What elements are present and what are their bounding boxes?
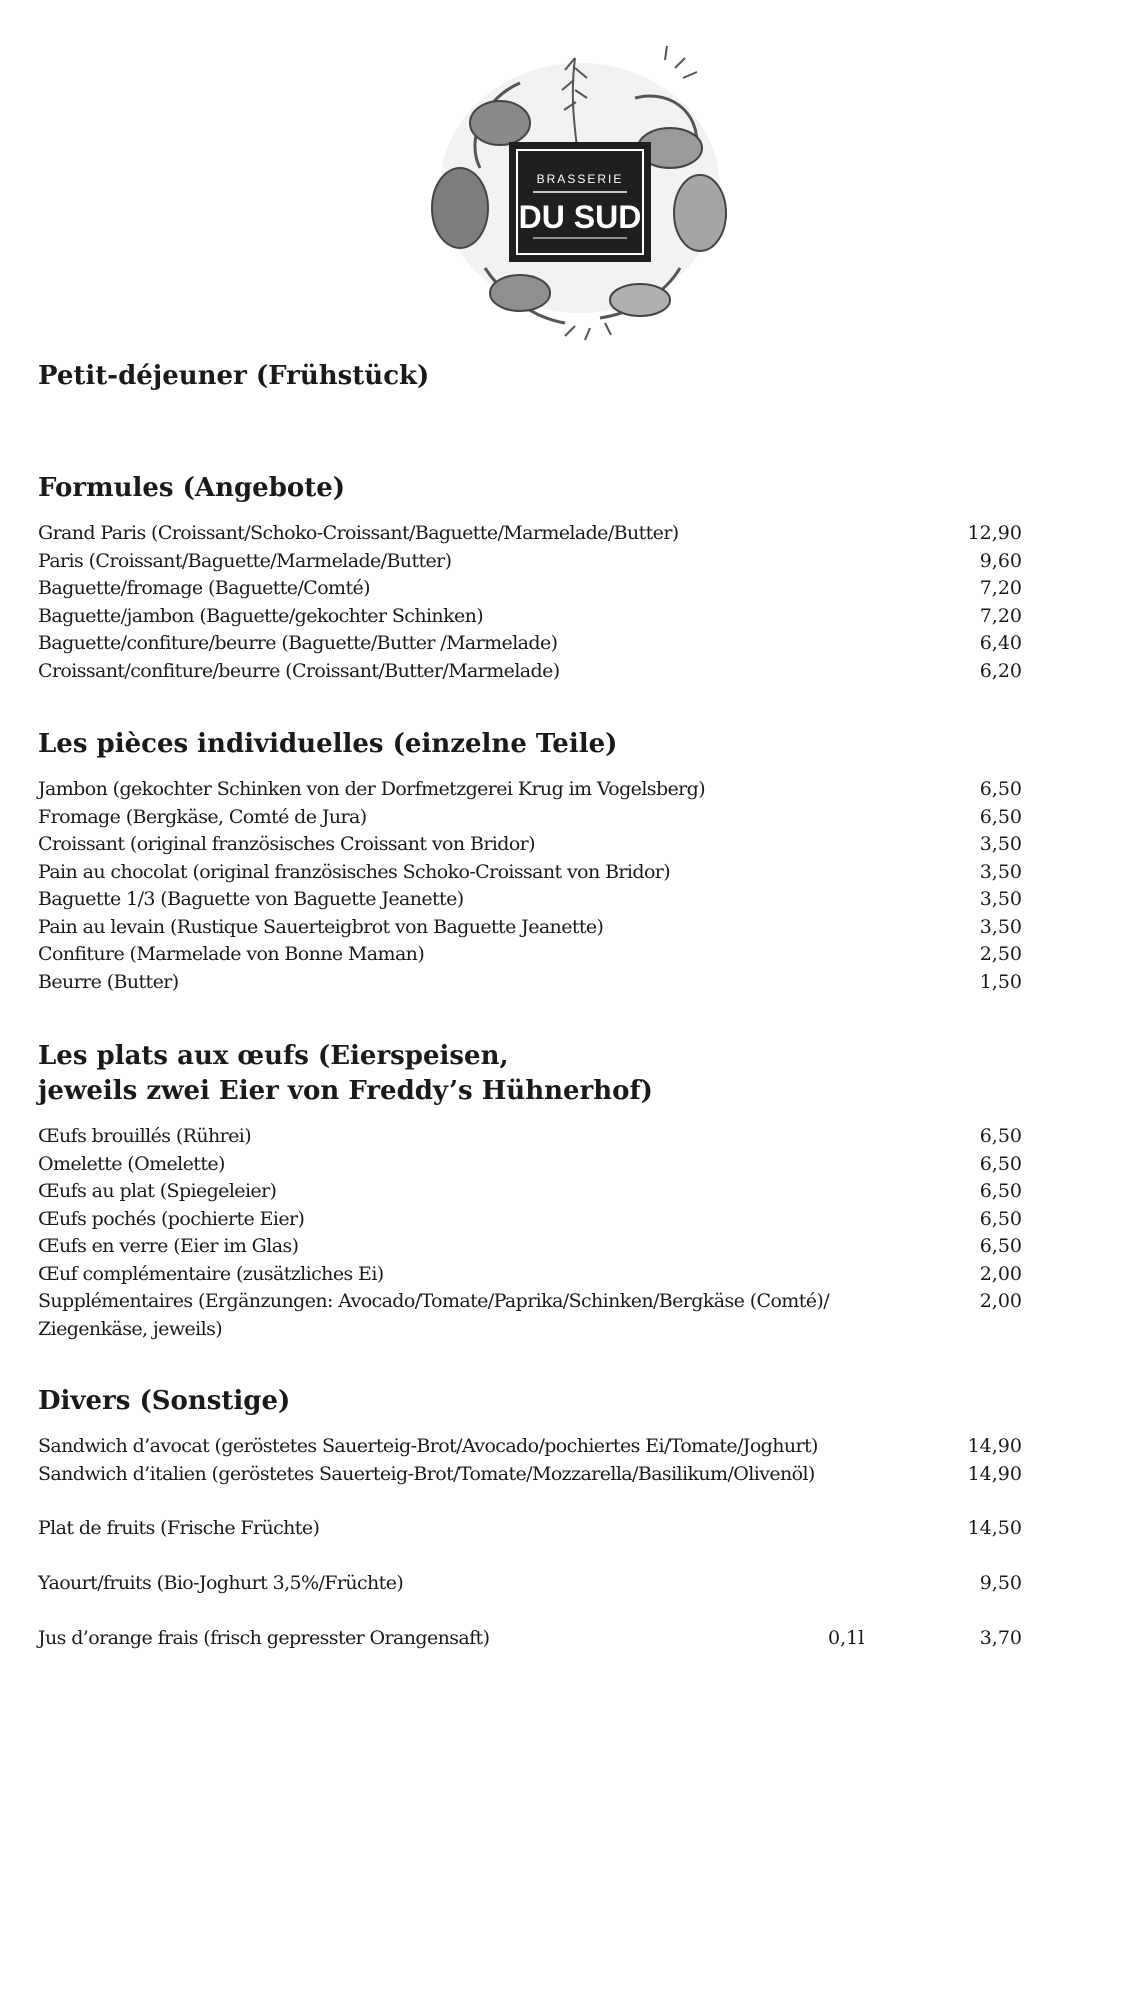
section-title-pieces: Les pièces individuelles (einzelne Teile) <box>38 729 618 759</box>
section-formules-list <box>38 520 1038 685</box>
menu-item: Fromage (Bergkäse, Comté de Jura) 6,50 <box>38 805 1022 828</box>
menu-item: Pain au levain (Rustique Sauerteigbrot von Baguette Jeanette) 3,50 <box>38 915 1022 938</box>
menu-item: Jus d’orange frais (frisch gepresster Orangensaft) 0,1l 3,70 <box>38 1625 1038 1653</box>
menu-item: Œufs en verre (Eier im Glas) 6,50 <box>38 1235 1022 1257</box>
menu-item: Baguette 1/3 (Baguette von Baguette Jeanette) 3,50 <box>38 888 1022 910</box>
menu-item: Œufs pochés (pochierte Eier) 6,50 <box>38 1207 1022 1230</box>
section-title-oeufs-line1: Les plats aux œufs (Eierspeisen, <box>38 1041 509 1071</box>
section-divers-list-3 <box>38 1570 1038 1598</box>
menu-item: Œufs brouillés (Rührei) 6,50 <box>38 1125 1022 1147</box>
section-pieces-list <box>38 776 1038 996</box>
menu-item: Baguette/confiture/beurre (Baguette/Butter /Marmelade) 6,40 <box>38 632 1022 654</box>
logo-line1: BRASSERIE <box>536 172 624 186</box>
menu-item: Grand Paris (Croissant/Schoko-Croissant/Baguette/Marmelade/Butter) 12,90 <box>38 522 1022 544</box>
menu-item: Paris (Croissant/Baguette/Marmelade/Butter) 9,60 <box>38 549 1022 572</box>
section-oeufs-list <box>38 1123 1038 1344</box>
section-divers-list-2 <box>38 1515 1038 1543</box>
section-divers-list <box>38 1433 1038 1488</box>
menu-item: Pain au chocolat (original französisches Schoko-Croissant von Bridor) 3,50 <box>38 860 1022 883</box>
menu-item: Omelette (Omelette) 6,50 <box>38 1152 1022 1175</box>
section-title-oeufs-line2: jeweils zwei Eier von Freddy’s Hühnerhof) <box>38 1076 653 1106</box>
menu-item: Sandwich d’avocat (geröstetes Sauerteig-Brot/Avocado/pochiertes Ei/Tomate/Joghurt) 14,90 <box>38 1435 1022 1457</box>
menu-item: Beurre (Butter) 1,50 <box>38 970 1022 993</box>
section-title-formules: Formules (Angebote) <box>38 473 346 503</box>
logo-line2: DU SUD <box>518 199 642 235</box>
section-divers-list-4 <box>38 1625 1038 1653</box>
brasserie-logo <box>425 38 735 343</box>
menu-item: Plat de fruits (Frische Früchte) 14,50 <box>38 1517 1022 1539</box>
menu-item: Supplémentaires (Ergänzungen: Avocado/Tomate/Paprika/Schinken/Bergkäse (Comté)/ Ziegenkäse, jeweils) 2,00 <box>38 1290 1022 1340</box>
menu-item: Baguette/jambon (Baguette/gekochter Schinken) 7,20 <box>38 604 1022 627</box>
menu-item: Croissant/confiture/beurre (Croissant/Butter/Marmelade) 6,20 <box>38 659 1022 682</box>
menu-item: Sandwich d’italien (geröstetes Sauerteig-Brot/Tomate/Mozzarella/Basilikum/Olivenöl) 14,90 <box>38 1462 1022 1485</box>
section-title-divers: Divers (Sonstige) <box>38 1386 291 1416</box>
menu-item: Baguette/fromage (Baguette/Comté) 7,20 <box>38 577 1022 599</box>
menu-item: Yaourt/fruits (Bio-Joghurt 3,5%/Früchte) 9,50 <box>38 1572 1022 1594</box>
menu-item: Confiture (Marmelade von Bonne Maman) 2,50 <box>38 943 1022 965</box>
menu-item: Œuf complémentaire (zusätzliches Ei) 2,00 <box>38 1262 1022 1285</box>
page-title: Petit-déjeuner (Frühstück) <box>38 361 430 391</box>
menu-item: Œufs au plat (Spiegeleier) 6,50 <box>38 1180 1022 1202</box>
menu-item: Jambon (gekochter Schinken von der Dorfmetzgerei Krug im Vogelsberg) 6,50 <box>38 778 1022 800</box>
menu-item: Croissant (original französisches Croissant von Bridor) 3,50 <box>38 833 1022 855</box>
item-quantity: 0,1l <box>828 1627 865 1649</box>
